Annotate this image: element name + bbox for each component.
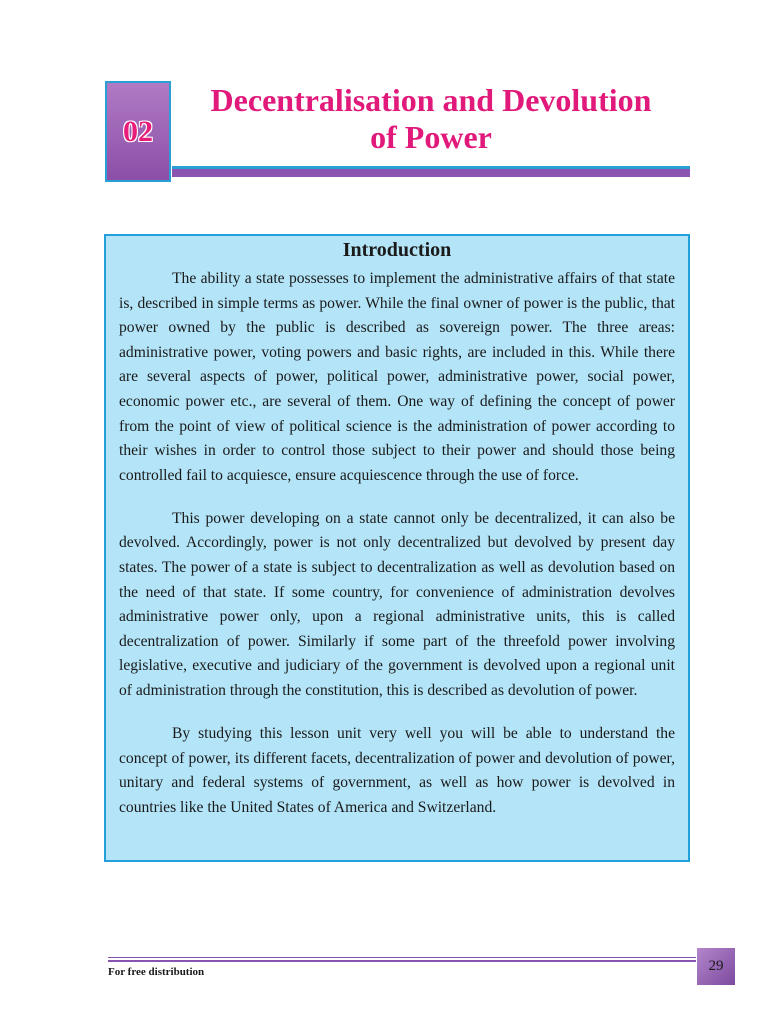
chapter-title-line1: Decentralisation and Devolution (210, 82, 652, 118)
footer-divider (108, 957, 696, 962)
introduction-box (104, 234, 690, 862)
chapter-title-line2: of Power (370, 119, 492, 155)
introduction-heading: Introduction (342, 239, 452, 261)
chapter-number: 02 (123, 114, 153, 148)
introduction-paragraph-1: The ability a state possesses to implement the administrative affairs of that state is, described in simple terms as power. While the final owner of power is the public, that power owned by the public is described as sovereign power. The three areas: administrative power, voting powers and basic rights, are included in this. While there are several aspects of power, political power, administrative power, social power, economic power etc., are several of them. One way of defining the concept of power from the point of view of political science is the administration of power according to their wishes in order to control those subject to their power and should those being controlled fail to acquiesce, ensure acquiescence through the use of force. (119, 270, 675, 484)
chapter-title (172, 82, 690, 156)
introduction-paragraph-3: By studying this lesson unit very well you will be able to understand the concept of power, its different facets, decentralization of power and devolution of power, unitary and federal systems of government, as well as how power is devolved in countries like the United States of America and Switzerland. (119, 725, 675, 816)
page-number-badge (697, 948, 735, 985)
chapter-number-badge (105, 81, 171, 182)
page-number: 29 (708, 958, 724, 974)
introduction-paragraph-2: This power developing on a state cannot only be decentralized, it can also be devolved. Accordingly, power is not only decentralized but devolved by present day states. The power of a state is subject to decentralization as well as devolution based on the need of that state. If some country, for convenience of administration devolves administrative power only, upon a regional administrative units, this is called decentralization of power. Similarly if some part of the threefold power involving legislative, executive and judiciary of the government is devolved upon a regional unit of administration through the constitution, this is described as devolution of power. (119, 509, 675, 699)
title-divider (172, 166, 690, 177)
footer-distribution-note: For free distribution (108, 966, 205, 978)
